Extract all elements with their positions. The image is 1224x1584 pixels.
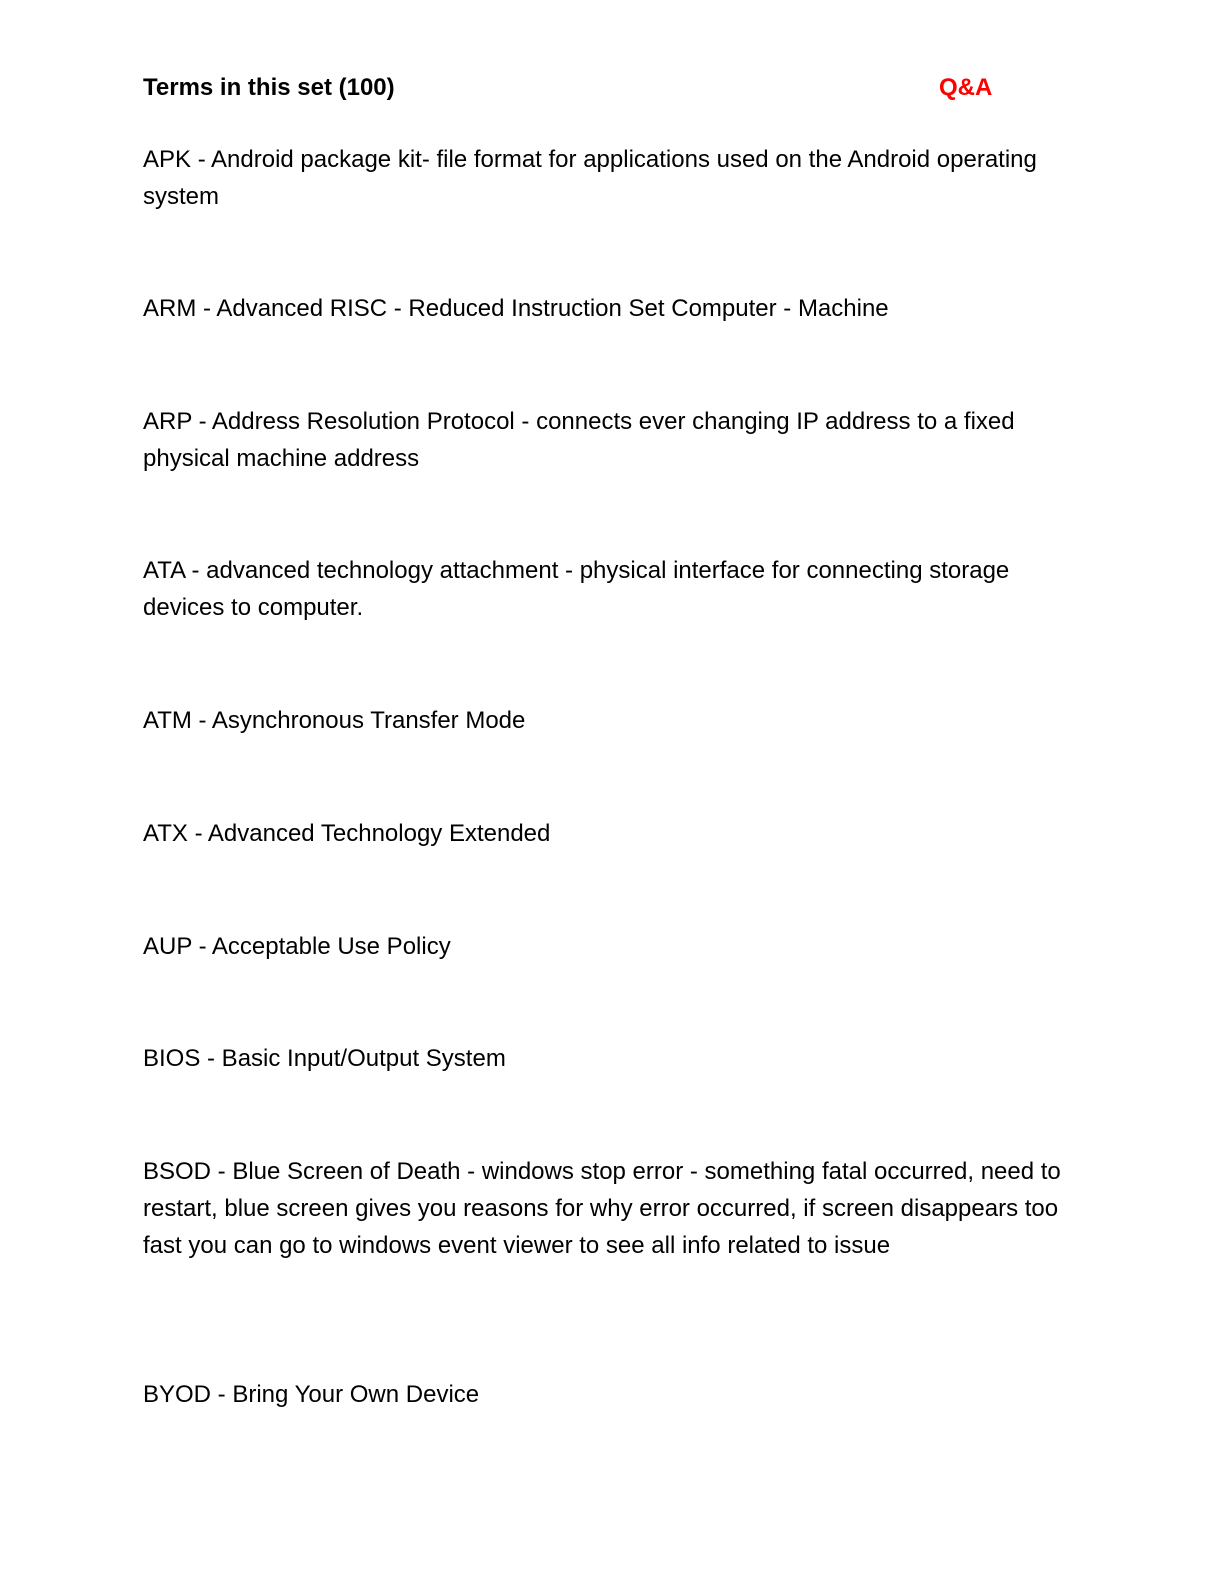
qa-tag: Q&A xyxy=(939,74,993,101)
term-apk: APK - Android package kit- file format for applications used on the Android operating system xyxy=(143,146,1037,210)
term-bios: BIOS - Basic Input/Output System xyxy=(143,1045,506,1072)
term-atx: ATX - Advanced Technology Extended xyxy=(143,820,551,847)
term-byod: BYOD - Bring Your Own Device xyxy=(143,1381,480,1408)
term-arp: ARP - Address Resolution Protocol - connects ever changing IP address to a fixed physical machine address xyxy=(143,408,1015,472)
set-title: Terms in this set (100) xyxy=(143,74,395,101)
term-aup: AUP - Acceptable Use Policy xyxy=(143,933,451,960)
term-bsod: BSOD - Blue Screen of Death - windows stop error - something fatal occurred, need to restart, blue screen gives you reasons for why error occurred, if screen disappears too fast you can go to windows event viewer to see all info related to issue xyxy=(143,1158,1061,1259)
term-atm: ATM - Asynchronous Transfer Mode xyxy=(143,707,526,734)
term-ata: ATA - advanced technology attachment - physical interface for connecting storage devices to computer. xyxy=(143,557,1010,621)
term-arm: ARM - Advanced RISC - Reduced Instruction Set Computer - Machine xyxy=(143,295,889,322)
